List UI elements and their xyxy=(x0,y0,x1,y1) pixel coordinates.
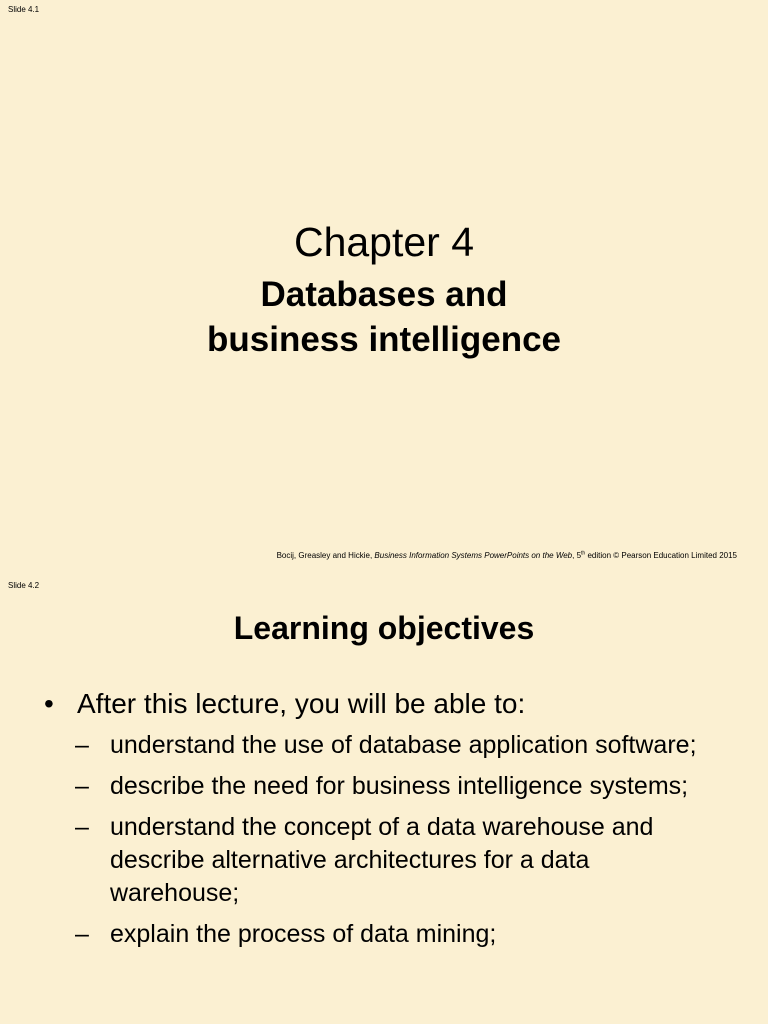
main-bullet xyxy=(44,686,525,722)
bullet-icon: • xyxy=(44,688,54,719)
chapter-title: Chapter 4 xyxy=(293,219,475,265)
list-item xyxy=(75,918,725,951)
footer-authors: Bocij, Greasley and Hickie, xyxy=(276,551,375,560)
copyright-footer xyxy=(277,551,737,560)
section-title: Learning objectives xyxy=(233,610,535,646)
dash-icon: – xyxy=(75,920,89,948)
subtitle-line-1: Databases and xyxy=(260,275,508,314)
slide-number: Slide 4.2 xyxy=(8,581,40,590)
main-bullet-text: After this lecture, you will be able to: xyxy=(77,688,526,719)
slide-number: Slide 4.1 xyxy=(8,5,40,14)
list-item-text: understand the use of database application software; xyxy=(110,731,697,759)
subtitle-line-2: business intelligence xyxy=(207,320,561,359)
list-item-text: understand the concept of a data warehouse and describe alternative architectures for a data warehouse; xyxy=(110,813,654,907)
list-item-text: describe the need for business intelligence systems; xyxy=(110,772,689,800)
dash-icon: – xyxy=(75,731,89,759)
dash-icon: – xyxy=(75,772,89,800)
footer-book-title: Business Information Systems PowerPoints on the Web xyxy=(374,551,573,560)
list-item-text: explain the process of data mining; xyxy=(110,920,497,948)
list-item xyxy=(75,770,725,803)
objectives-list xyxy=(75,729,725,959)
dash-icon: – xyxy=(75,813,89,841)
footer-edition-number: , 5 xyxy=(572,551,582,560)
slide-2 xyxy=(0,576,768,1024)
list-item xyxy=(75,729,725,762)
chapter-subtitle xyxy=(0,272,768,362)
footer-edition-rest: edition © Pearson Education Limited 2015 xyxy=(585,551,737,560)
footer-edition-superscript: th xyxy=(581,550,586,557)
list-item xyxy=(75,811,725,910)
